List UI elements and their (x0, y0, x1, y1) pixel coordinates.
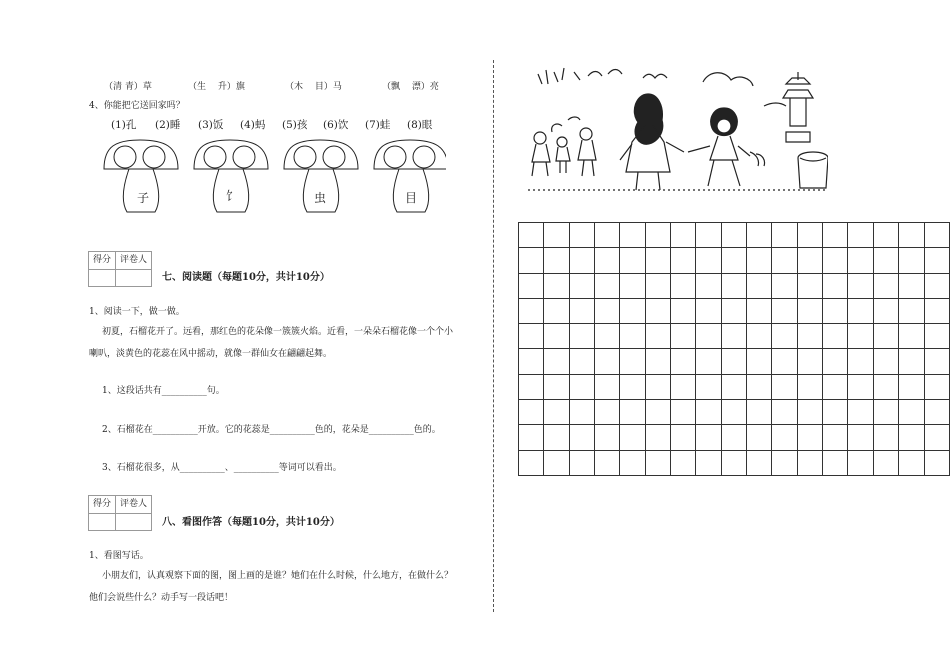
grid-cell[interactable] (569, 349, 594, 374)
grid-cell[interactable] (544, 298, 569, 323)
grid-cell[interactable] (696, 273, 721, 298)
grid-cell[interactable] (645, 223, 670, 248)
grid-cell[interactable] (645, 374, 670, 399)
grid-cell[interactable] (721, 223, 746, 248)
section8-line-2: 他们会说些什么？动手写一段话吧！ (89, 593, 234, 603)
grid-cell[interactable] (772, 324, 797, 349)
grid-cell[interactable] (899, 374, 924, 399)
grid-cell[interactable] (823, 223, 848, 248)
grid-cell[interactable] (772, 349, 797, 374)
grid-cell[interactable] (823, 425, 848, 450)
grid-cell[interactable] (569, 450, 594, 475)
grid-cell[interactable] (519, 223, 544, 248)
passage-line-1: 初夏，石榴花开了。远看，那红色的花朵像一簇簇火焰。近看，一朵朵石榴花像一个个小 (102, 327, 454, 337)
grid-cell[interactable] (620, 450, 645, 475)
grid-cell[interactable] (595, 273, 620, 298)
grid-cell[interactable] (873, 273, 898, 298)
grid-cell[interactable] (519, 450, 544, 475)
grid-cell[interactable] (899, 298, 924, 323)
grid-cell[interactable] (721, 450, 746, 475)
section8-line-1: 小朋友们，认真观察下面的图，图上画的是谁？她们在什么时候，什么地方，在做什么？ (102, 571, 454, 581)
grid-row (519, 248, 950, 273)
grid-cell[interactable] (696, 374, 721, 399)
grid-cell[interactable] (747, 298, 772, 323)
grid-cell[interactable] (544, 349, 569, 374)
grid-cell[interactable] (797, 298, 822, 323)
section7-title: 七、阅读题（每题10分，共计10分） (162, 272, 330, 283)
grid-cell[interactable] (620, 349, 645, 374)
grid-row (519, 324, 950, 349)
grid-cell[interactable] (519, 349, 544, 374)
grid-cell[interactable] (569, 248, 594, 273)
grid-cell[interactable] (645, 400, 670, 425)
grid-cell[interactable] (569, 324, 594, 349)
grid-cell[interactable] (569, 298, 594, 323)
grid-cell[interactable] (924, 273, 950, 298)
grid-cell[interactable] (848, 324, 873, 349)
grid-cell[interactable] (823, 273, 848, 298)
grid-cell[interactable] (671, 273, 696, 298)
option-6: (6)饮 (323, 119, 349, 131)
grid-cell[interactable] (519, 425, 544, 450)
grid-cell[interactable] (645, 425, 670, 450)
grid-cell[interactable] (519, 298, 544, 323)
grid-cell[interactable] (671, 400, 696, 425)
grid-cell[interactable] (595, 223, 620, 248)
grid-cell[interactable] (721, 400, 746, 425)
grid-cell[interactable] (620, 324, 645, 349)
grid-cell[interactable] (848, 374, 873, 399)
grid-cell[interactable] (519, 400, 544, 425)
grid-cell[interactable] (873, 400, 898, 425)
q4-title: 4、你能把它送回家吗？ (89, 101, 185, 111)
grid-cell[interactable] (620, 298, 645, 323)
grid-cell[interactable] (899, 400, 924, 425)
grid-cell[interactable] (899, 324, 924, 349)
grid-cell[interactable] (696, 425, 721, 450)
grid-cell[interactable] (620, 248, 645, 273)
grid-cell[interactable] (645, 273, 670, 298)
grid-cell[interactable] (924, 450, 950, 475)
grid-cell[interactable] (848, 298, 873, 323)
grid-cell[interactable] (544, 223, 569, 248)
grid-cell[interactable] (873, 450, 898, 475)
grid-cell[interactable] (899, 425, 924, 450)
grid-cell[interactable] (696, 298, 721, 323)
option-5: (5)孩 (282, 119, 308, 131)
grid-cell[interactable] (595, 349, 620, 374)
grid-cell[interactable] (848, 400, 873, 425)
grid-cell[interactable] (696, 223, 721, 248)
grid-cell[interactable] (924, 324, 950, 349)
grid-cell[interactable] (721, 374, 746, 399)
option-8: (8)眼 (407, 119, 433, 131)
section8-q1-label: 1、看图写话。 (89, 551, 149, 561)
score-label: 得分 (89, 252, 116, 269)
grid-cell[interactable] (823, 324, 848, 349)
section7-q1-label: 1、阅读一下，做一做。 (89, 307, 185, 317)
pair-3: （木 目）马 (285, 82, 342, 92)
grid-cell[interactable] (569, 273, 594, 298)
grid-cell[interactable] (797, 400, 822, 425)
grid-row (519, 374, 950, 399)
grid-row (519, 273, 950, 298)
grid-cell[interactable] (797, 450, 822, 475)
pair-4: （飘 漂）亮 (382, 82, 439, 92)
grid-cell[interactable] (797, 324, 822, 349)
grid-cell[interactable] (595, 425, 620, 450)
grid-cell[interactable] (671, 248, 696, 273)
grid-cell[interactable] (772, 450, 797, 475)
grid-cell[interactable] (645, 324, 670, 349)
section8-title: 八、看图作答（每题10分，共计10分） (162, 517, 340, 528)
grid-cell[interactable] (823, 450, 848, 475)
grid-cell[interactable] (519, 324, 544, 349)
grid-row (519, 425, 950, 450)
grid-cell[interactable] (924, 349, 950, 374)
grid-cell[interactable] (772, 223, 797, 248)
grid-row (519, 450, 950, 475)
grid-cell[interactable] (924, 400, 950, 425)
grid-row (519, 298, 950, 323)
grid-cell[interactable] (823, 248, 848, 273)
radical-2: 饣 (226, 189, 239, 203)
grid-cell[interactable] (519, 248, 544, 273)
grid-cell[interactable] (721, 349, 746, 374)
writing-grid[interactable] (518, 222, 950, 476)
grid-cell[interactable] (569, 223, 594, 248)
grid-cell[interactable] (848, 450, 873, 475)
grid-cell[interactable] (924, 298, 950, 323)
grid-cell[interactable] (772, 374, 797, 399)
grid-cell[interactable] (645, 298, 670, 323)
grid-cell[interactable] (873, 349, 898, 374)
grid-cell[interactable] (848, 223, 873, 248)
option-4: (4)蚂 (240, 119, 266, 131)
option-7: (7)蛙 (365, 119, 391, 131)
grid-cell[interactable] (671, 374, 696, 399)
grid-cell[interactable] (747, 324, 772, 349)
grid-cell[interactable] (924, 425, 950, 450)
grid-cell[interactable] (747, 223, 772, 248)
grid-cell[interactable] (620, 374, 645, 399)
score-box-section8 (88, 495, 152, 531)
sub-question-2: 2、石榴花在__________开放。它的花蕊是__________色的，花朵是__________色的。 (102, 425, 441, 435)
grid-cell[interactable] (569, 400, 594, 425)
grid-cell[interactable] (772, 298, 797, 323)
grid-cell[interactable] (696, 248, 721, 273)
grid-cell[interactable] (848, 248, 873, 273)
grid-cell[interactable] (797, 374, 822, 399)
grid-cell[interactable] (797, 425, 822, 450)
grid-cell[interactable] (772, 248, 797, 273)
grader-label: 评卷人 (119, 499, 147, 509)
grid-cell[interactable] (823, 298, 848, 323)
radical-3: 虫 (314, 191, 327, 205)
grid-cell[interactable] (595, 450, 620, 475)
passage-line-2: 喇叭，淡黄色的花蕊在风中摇动，就像一群仙女在翩翩起舞。 (89, 349, 333, 359)
grid-cell[interactable] (544, 374, 569, 399)
grid-cell[interactable] (873, 248, 898, 273)
grid-cell[interactable] (924, 374, 950, 399)
grid-cell[interactable] (924, 223, 950, 248)
grid-cell[interactable] (645, 450, 670, 475)
column-divider (493, 60, 494, 612)
grid-cell[interactable] (747, 425, 772, 450)
grid-cell[interactable] (873, 425, 898, 450)
grid-cell[interactable] (671, 324, 696, 349)
grid-cell[interactable] (696, 324, 721, 349)
grid-cell[interactable] (873, 324, 898, 349)
grid-cell[interactable] (747, 374, 772, 399)
grid-cell[interactable] (772, 425, 797, 450)
grid-cell[interactable] (671, 223, 696, 248)
grid-cell[interactable] (671, 349, 696, 374)
mushroom-houses (101, 136, 446, 216)
grid-cell[interactable] (696, 400, 721, 425)
radical-1: 子 (137, 191, 150, 205)
grid-cell[interactable] (873, 374, 898, 399)
grid-cell[interactable] (797, 273, 822, 298)
grid-cell[interactable] (823, 349, 848, 374)
grid-cell[interactable] (569, 425, 594, 450)
grid-cell[interactable] (747, 400, 772, 425)
grid-cell[interactable] (772, 273, 797, 298)
grid-cell[interactable] (671, 450, 696, 475)
grid-cell[interactable] (696, 450, 721, 475)
grid-cell[interactable] (671, 298, 696, 323)
grid-cell[interactable] (620, 400, 645, 425)
grader-label: 评卷人 (119, 255, 147, 265)
grid-cell[interactable] (721, 248, 746, 273)
grid-cell[interactable] (721, 324, 746, 349)
grid-row (519, 349, 950, 374)
grid-cell[interactable] (671, 425, 696, 450)
grid-cell[interactable] (721, 425, 746, 450)
grid-cell[interactable] (519, 273, 544, 298)
grid-cell[interactable] (899, 450, 924, 475)
grid-cell[interactable] (595, 400, 620, 425)
grid-cell[interactable] (924, 248, 950, 273)
grid-cell[interactable] (797, 248, 822, 273)
grid-cell[interactable] (544, 324, 569, 349)
grid-cell[interactable] (747, 248, 772, 273)
grid-cell[interactable] (899, 349, 924, 374)
pair-1: （清 青）草 (104, 82, 152, 92)
grid-cell[interactable] (544, 450, 569, 475)
option-2: (2)睡 (155, 119, 181, 131)
grid-row (519, 223, 950, 248)
grid-cell[interactable] (595, 324, 620, 349)
grid-cell[interactable] (747, 450, 772, 475)
grid-cell[interactable] (823, 374, 848, 399)
score-label: 得分 (89, 496, 116, 513)
grid-cell[interactable] (544, 273, 569, 298)
pair-2: （生 升）旗 (188, 82, 245, 92)
grid-cell[interactable] (848, 349, 873, 374)
radical-4: 目 (405, 191, 418, 205)
grid-cell[interactable] (823, 400, 848, 425)
grid-cell[interactable] (848, 273, 873, 298)
grid-cell[interactable] (544, 425, 569, 450)
grid-cell[interactable] (595, 298, 620, 323)
grid-cell[interactable] (721, 273, 746, 298)
grid-cell[interactable] (772, 400, 797, 425)
sub-question-1: 1、这段话共有__________句。 (102, 386, 225, 396)
grid-cell[interactable] (620, 425, 645, 450)
grid-cell[interactable] (645, 248, 670, 273)
option-1: (1)孔 (111, 119, 137, 131)
grid-cell[interactable] (747, 273, 772, 298)
grid-cell[interactable] (595, 248, 620, 273)
grid-cell[interactable] (620, 273, 645, 298)
grid-cell[interactable] (873, 223, 898, 248)
grid-cell[interactable] (899, 223, 924, 248)
grid-cell[interactable] (620, 223, 645, 248)
grid-cell[interactable] (848, 425, 873, 450)
grid-cell[interactable] (544, 248, 569, 273)
grid-cell[interactable] (595, 374, 620, 399)
grid-cell[interactable] (569, 374, 594, 399)
grid-cell[interactable] (645, 349, 670, 374)
grid-cell[interactable] (899, 248, 924, 273)
grid-cell[interactable] (873, 298, 898, 323)
grid-cell[interactable] (696, 349, 721, 374)
score-box-section7 (88, 251, 152, 287)
option-3: (3)饭 (198, 119, 224, 131)
grid-cell[interactable] (544, 400, 569, 425)
grid-cell[interactable] (797, 223, 822, 248)
grid-cell[interactable] (519, 374, 544, 399)
grid-row (519, 400, 950, 425)
grid-cell[interactable] (899, 273, 924, 298)
grid-cell[interactable] (721, 298, 746, 323)
sub-question-3: 3、石榴花很多，从__________、__________等词可以看出。 (102, 463, 342, 473)
grid-cell[interactable] (797, 349, 822, 374)
illustration-children-walking (528, 62, 828, 197)
grid-cell[interactable] (747, 349, 772, 374)
